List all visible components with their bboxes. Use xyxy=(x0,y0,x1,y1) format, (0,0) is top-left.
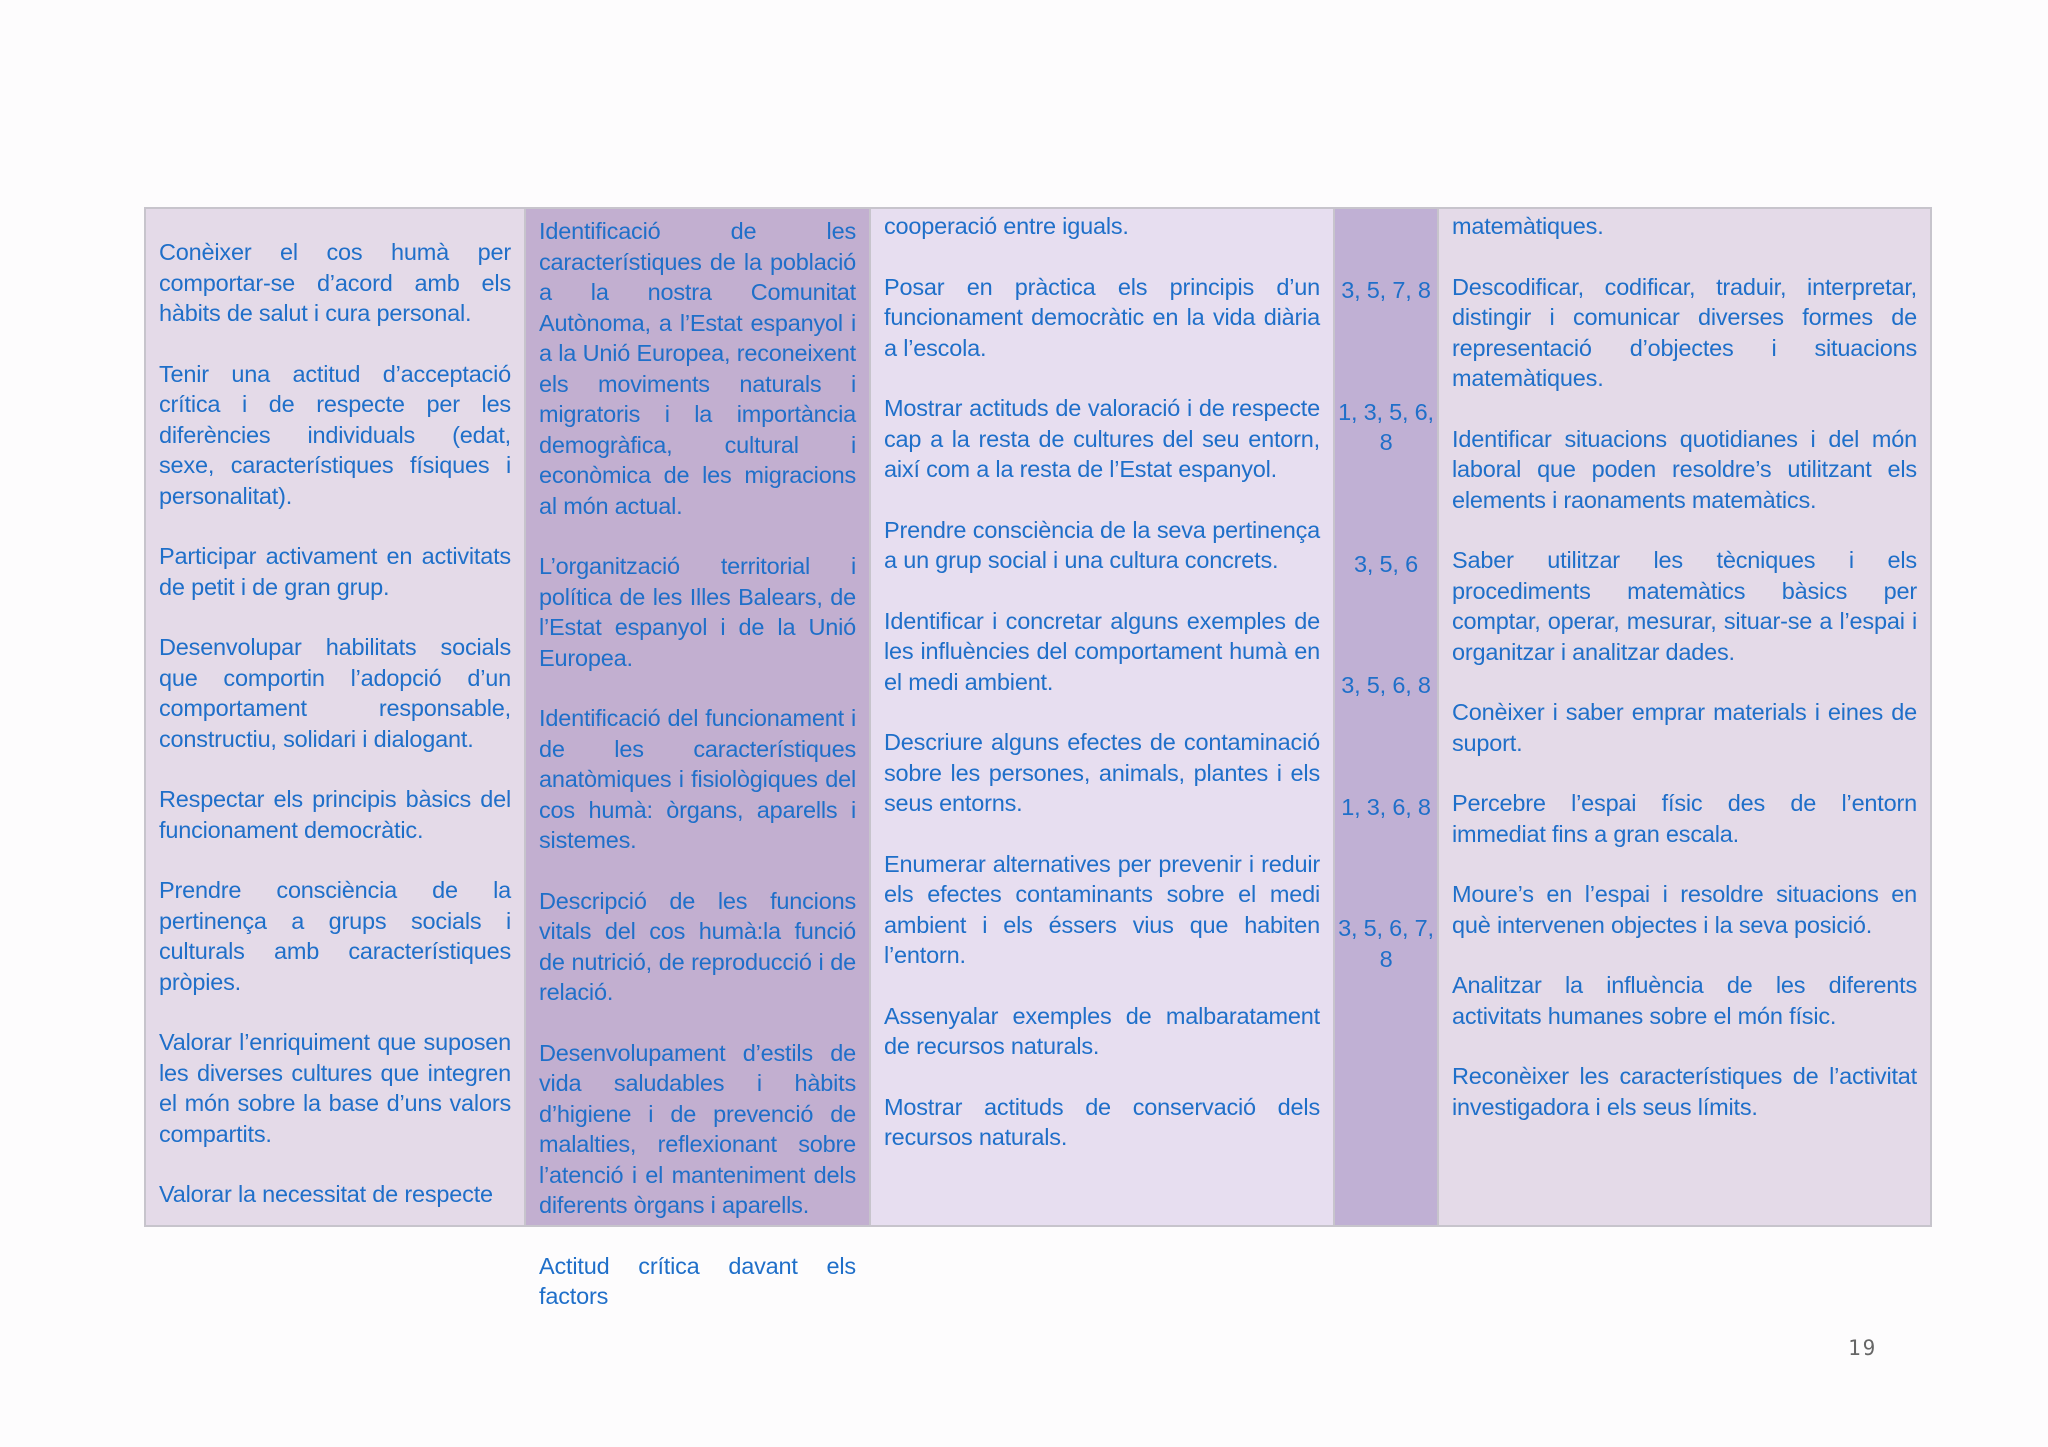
contents-column xyxy=(526,209,869,1309)
content-text: L’organització territorial i política de les Illes Balears, de l’Estat espanyol i de la Unió Europea. xyxy=(539,553,856,671)
descriptor-text: Identificar situacions quotidianes i del món laboral que poden resoldre’s utilitzant els elements i raonaments matemàtics. xyxy=(1452,425,1917,513)
criterion-text: Posar en pràctica els principis d’un funcionament democràtic en la vida diària a l’escola. xyxy=(884,273,1320,361)
criterion-text: cooperació entre iguals. xyxy=(884,213,1129,239)
competence-codes: 3, 5, 6, 7, 8 xyxy=(1338,915,1434,972)
content-text: Identificació de les característiques de la població a la nostra Comunitat Autònoma, a l’Estat espanyol i a la Unió Europea, reconeixent els moviments naturals i migratoris i la importància demogràfica, cultural i econòmica de les migracions al món actual. xyxy=(539,218,856,519)
criterion-text: Assenyalar exemples de malbaratament de recursos naturals. xyxy=(884,1002,1320,1059)
competence-codes: 3, 5, 6 xyxy=(1354,550,1418,577)
criterion-text: Mostrar actituds de conservació dels recursos naturals. xyxy=(884,1093,1320,1150)
content-text: Actitud crítica davant els factors xyxy=(539,1252,856,1309)
descriptor-text: Reconèixer les característiques de l’activitat investigadora i els seus límits. xyxy=(1452,1063,1917,1120)
objective-text: Respectar els principis bàsics del funcionament democràtic. xyxy=(159,786,511,843)
objectives-column xyxy=(146,209,524,1225)
descriptor-text: Descodificar, codificar, traduir, interpretar, distingir i comunicar diverses formes de representació d’objectes i situacions matemàtiques. xyxy=(1452,273,1917,391)
criteria-column xyxy=(871,209,1333,1225)
curriculum-table xyxy=(144,207,1932,1309)
descriptor-text: Analitzar la influència de les diferents activitats humanes sobre el món físic. xyxy=(1452,972,1917,1029)
criterion-text: Descriure alguns efectes de contaminació sobre les persones, animals, plantes i els seus entorns. xyxy=(884,729,1320,816)
criterion-text: Prendre consciència de la seva pertinença a un grup social i una cultura concrets. xyxy=(884,516,1320,573)
competence-codes: 1, 3, 6, 8 xyxy=(1341,793,1431,820)
competences-column xyxy=(1335,209,1437,1225)
objective-text: Valorar l’enriquiment que suposen les diverses cultures que integren el món sobre la base d’uns valors compartits. xyxy=(159,1029,511,1147)
objective-text: Prendre consciència de la pertinença a grups socials i culturals amb característiques pròpies. xyxy=(159,877,511,995)
competence-codes: 3, 5, 6, 8 xyxy=(1341,672,1431,698)
page-number: 19 xyxy=(1848,1336,1878,1360)
descriptor-text: Conèixer i saber emprar materials i eines de suport. xyxy=(1452,699,1917,756)
objective-text: Tenir una actitud d’acceptació crítica i de respecte per les diferències individuals (edat, sexe, característiques físiques i personalitat). xyxy=(159,360,511,509)
content-text: Desenvolupament d’estils de vida saludables i hàbits d’higiene i de prevenció de malalties, reflexionant sobre l’atenció i el manteniment dels diferents òrgans i aparells. xyxy=(539,1039,856,1218)
criterion-text: Enumerar alternatives per prevenir i reduir els efectes contaminants sobre el medi ambient i els éssers vius que habiten l’entorn. xyxy=(884,850,1320,968)
competence-codes: 1, 3, 5, 6, 8 xyxy=(1338,398,1434,455)
objective-text: Valorar la necessitat de respecte xyxy=(159,1181,493,1207)
objective-text: Desenvolupar habilitats socials que comportin l’adopció d’un comportament responsable, constructiu, solidari i dialogant. xyxy=(159,634,511,752)
descriptor-text: Moure’s en l’espai i resoldre situacions en què intervenen objectes i la seva posició. xyxy=(1452,881,1917,938)
descriptor-text: Percebre l’espai físic des de l’entorn immediat fins a gran escala. xyxy=(1452,790,1917,847)
criterion-text: Identificar i concretar alguns exemples de les influències del comportament humà en el medi ambient. xyxy=(884,607,1320,695)
competence-descriptors-column xyxy=(1439,209,1930,1225)
content-text: Descripció de les funcions vitals del cos humà:la funció de nutrició, de reproducció i de relació. xyxy=(539,887,856,1005)
objective-text: Participar activament en activitats de petit i de gran grup. xyxy=(159,543,511,600)
competence-codes: 3, 5, 7, 8 xyxy=(1341,277,1431,303)
criterion-text: Mostrar actituds de valoració i de respecte cap a la resta de cultures del seu entorn, així com a la resta de l’Estat espanyol. xyxy=(884,395,1320,482)
descriptor-text: matemàtiques. xyxy=(1452,213,1604,239)
objective-text: Conèixer el cos humà per comportar-se d’acord amb els hàbits de salut i cura personal. xyxy=(159,239,511,326)
descriptor-text: Saber utilitzar les tècniques i els procediments matemàtics bàsics per comptar, operar, mesurar, situar-se a l’espai i organitzar i analitzar dades. xyxy=(1452,547,1917,665)
content-text: Identificació del funcionament i de les característiques anatòmiques i fisiològiques del cos humà: òrgans, aparells i sistemes. xyxy=(539,705,856,853)
